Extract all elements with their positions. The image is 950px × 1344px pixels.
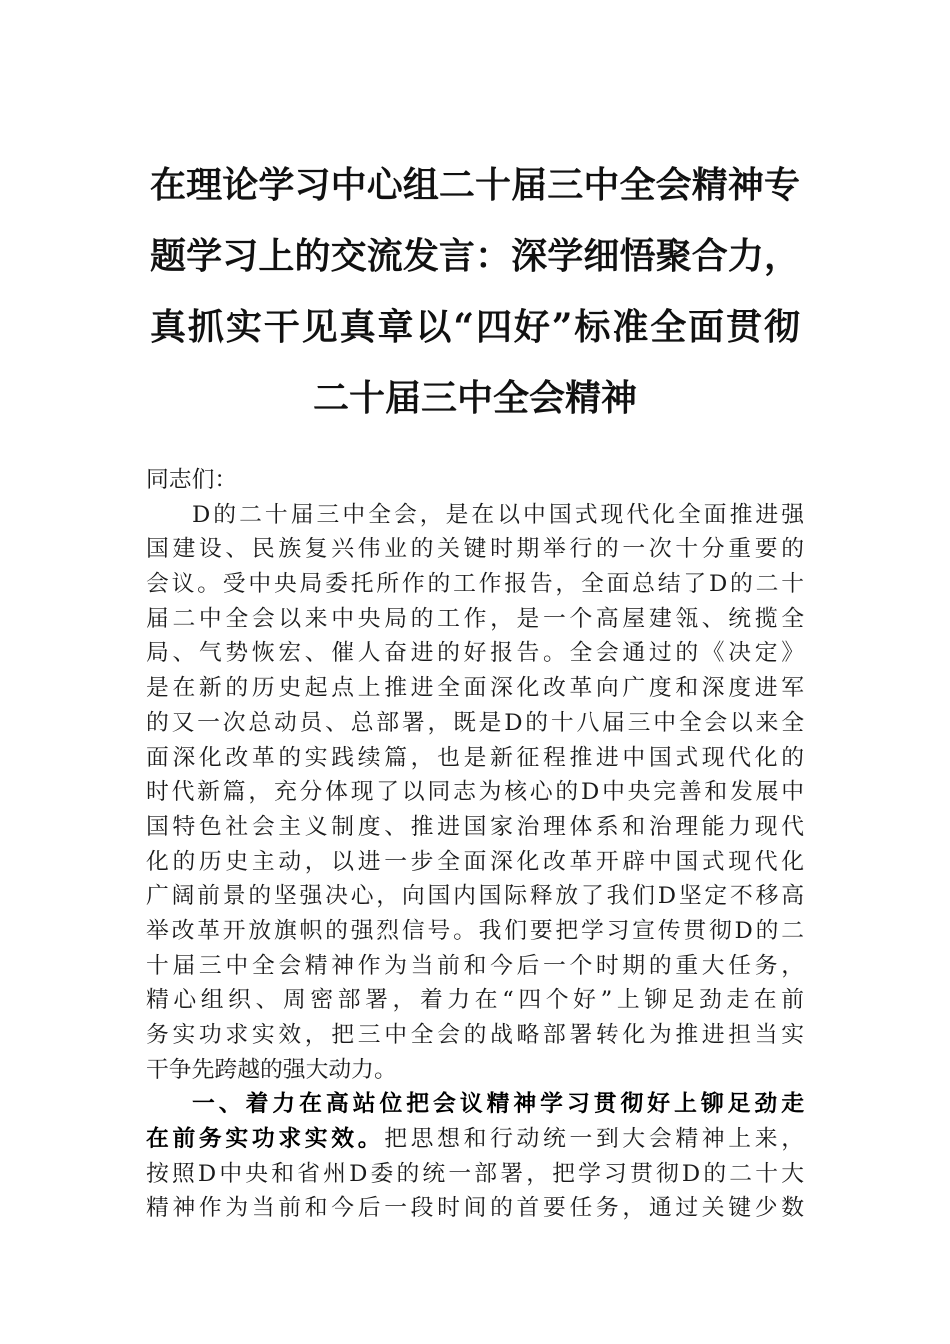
paragraph-line: 国特色社会主义制度、推进国家治理体系和治理能力现代 (146, 813, 804, 840)
section-heading: 一、着力在高站位把会议精神学习贯彻好上铆足劲走 (192, 1091, 804, 1118)
paragraph-line: 干争先跨越的强大动力。 (146, 1056, 397, 1083)
paragraph-line: 局、气势恢宏、催人奋进的好报告。全会通过的《决定》 (146, 640, 804, 667)
paragraph-line: 国建设、民族复兴伟业的关键时期举行的一次十分重要的 (146, 536, 804, 563)
title-line: 二十届三中全会精神 (312, 377, 637, 419)
section-lead-text: 把思想和行动统一到大会精神上来， (384, 1126, 804, 1153)
paragraph-line: 精心组织、周密部署，着力在“四个好”上铆足劲走在前 (146, 987, 804, 1014)
paragraph-line: 举改革开放旗帜的强烈信号。我们要把学习宣传贯彻D的二 (146, 917, 804, 944)
paragraph-line: 务实功求实效，把三中全会的战略部署转化为推进担当实 (146, 1022, 804, 1048)
title-line: 在理论学习中心组二十届三中全会精神专 (150, 164, 800, 206)
section-heading-continuation (146, 1122, 804, 1157)
section-heading-end: 在前务实功求实效。 (146, 1126, 385, 1153)
salutation: 同志们： (146, 467, 238, 493)
title-line: 真抓实干见真章以“四好”标准全面贯彻 (150, 306, 800, 348)
title-line: 题学习上的交流发言：深学细悟聚合力， (150, 235, 800, 277)
paragraph-line: 十届三中全会精神作为当前和今后一个时期的重大任务， (146, 952, 804, 979)
paragraph-line: 是在新的历史起点上推进全面深化改革向广度和深度进军 (146, 675, 804, 702)
paragraph-1 (146, 498, 804, 1088)
document-body (146, 463, 804, 1226)
paragraph-line: 精神作为当前和今后一段时间的首要任务，通过关键少数 (146, 1195, 804, 1222)
paragraph-line: 届二中全会以来中央局的工作，是一个高屋建瓴、统揽全 (146, 605, 804, 632)
paragraph-line: 面深化改革的实践续篇，也是新征程推进中国式现代化的 (146, 744, 804, 771)
paragraph-line: 会议。受中央局委托所作的工作报告，全面总结了D的二十 (146, 571, 804, 598)
paragraph-line: 的又一次总动员、总部署，既是D的十八届三中全会以来全 (146, 709, 804, 736)
paragraph-line: D的二十届三中全会，是在以中国式现代化全面推进强 (192, 501, 804, 528)
paragraph-line: 广阔前景的坚强决心，向国内国际释放了我们D坚定不移高 (146, 883, 804, 910)
section-1 (146, 1087, 804, 1226)
paragraph-line: 化的历史主动，以进一步全面深化改革开辟中国式现代化 (146, 848, 804, 875)
paragraph-line: 按照D中央和省州D委的统一部署，把学习贯彻D的二十大 (146, 1160, 804, 1187)
document-title (150, 150, 800, 434)
paragraph-line: 时代新篇，充分体现了以同志为核心的D中央完善和发展中 (146, 779, 804, 806)
